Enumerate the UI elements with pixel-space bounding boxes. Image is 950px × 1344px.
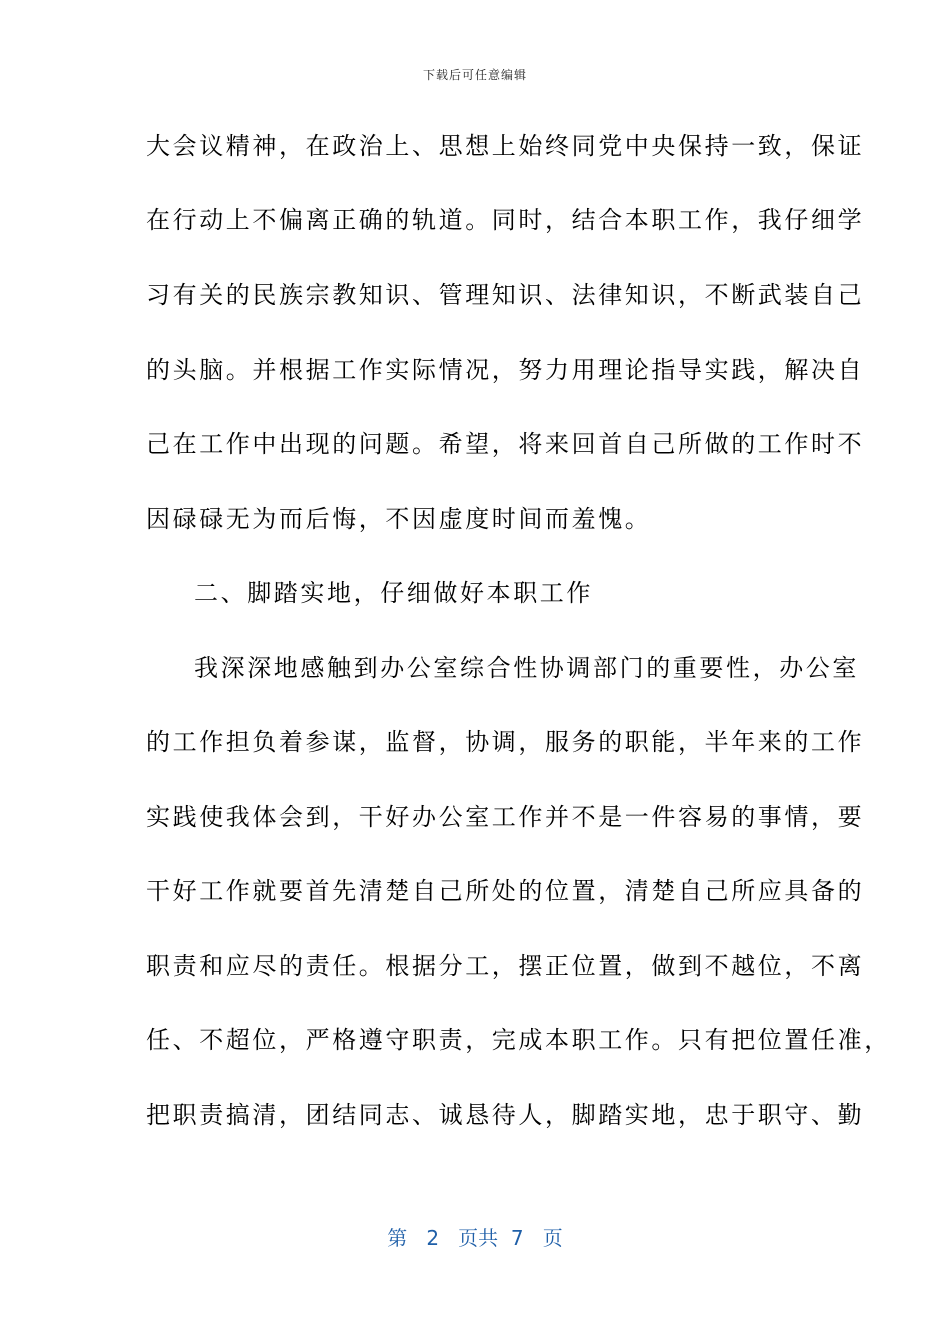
body-line-2: 在行动上不偏离正确的轨道。同时，结合本职工作，我仔细学 [146,206,865,234]
body-line-10: 实践使我体会到，干好办公室工作并不是一件容易的事情，要 [146,803,865,831]
footer-middle: 页共 [458,1226,499,1250]
body-line-14: 把职责搞清，团结同志、诚恳待人，脚踏实地，忠于职守、勤 [146,1101,865,1129]
page-footer [0,1222,950,1251]
footer-prefix: 第 [387,1226,408,1250]
page-header: 下载后可任意编辑 [422,68,527,82]
footer-total-pages: 7 [510,1226,524,1250]
body-line-12: 职责和应尽的责任。根据分工，摆正位置，做到不越位，不离 [146,952,865,980]
body-line-1: 大会议精神，在政治上、思想上始终同党中央保持一致，保证 [146,132,865,160]
body-line-5: 己在工作中出现的问题。希望，将来回首自己所做的工作时不 [146,430,865,458]
footer-current-page: 2 [426,1226,440,1250]
section-heading: 二、脚踏实地，仔细做好本职工作 [194,579,593,607]
body-line-11: 干好工作就要首先清楚自己所处的位置，清楚自己所应具备的 [146,877,865,905]
body-line-9: 的工作担负着参谋，监督，协调，服务的职能，半年来的工作 [146,728,865,756]
body-line-4: 的头脑。并根据工作实际情况，努力用理论指导实践，解决自 [146,356,865,384]
footer-suffix: 页 [542,1226,563,1250]
body-line-8: 我深深地感触到办公室综合性协调部门的重要性，办公室 [194,654,859,682]
body-line-3: 习有关的民族宗教知识、管理知识、法律知识，不断武装自己 [146,281,865,309]
body-line-6: 因碌碌无为而后悔，不因虚度时间而羞愧。 [146,505,652,533]
body-line-13: 任、不超位，严格遵守职责，完成本职工作。只有把位置任准， [146,1026,891,1054]
